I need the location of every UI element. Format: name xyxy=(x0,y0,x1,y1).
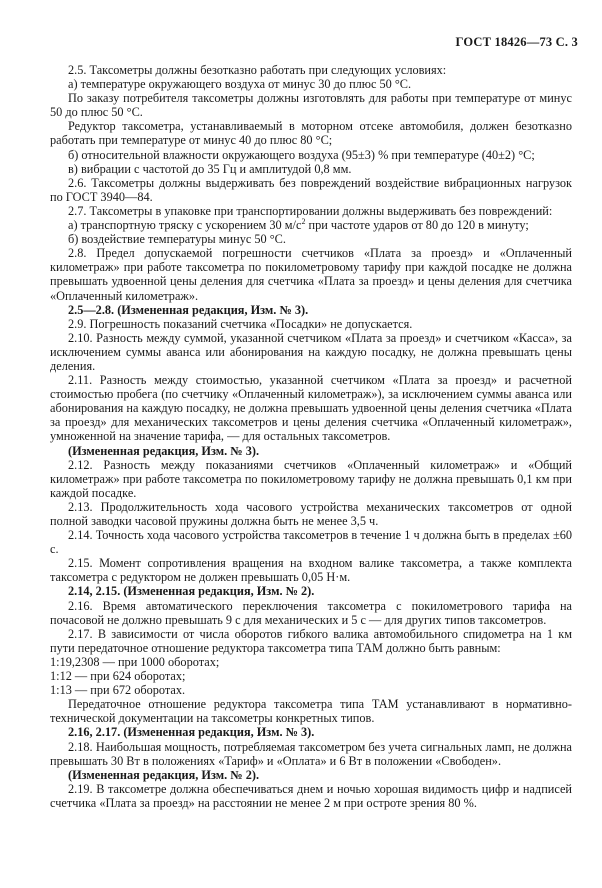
condition-v: в) вибрации с частотой до 35 Гц и амплитудой 0,8 мм. xyxy=(68,161,352,176)
condition-b: б) относительной влажности окружающего воздуха (95±3) % при температуре (40±2) °С; xyxy=(68,147,535,162)
transport-a-rest: при частоте ударов от 80 до 120 в минуту; xyxy=(305,218,529,233)
document-body xyxy=(50,63,572,810)
transport-a-text: а) транспортную тряску с ускорением 30 м/с xyxy=(68,218,302,233)
superscript: 2 xyxy=(301,216,306,226)
paragraph-2-9: 2.9. Погрешность показаний счетчика «Посадки» не допускается. xyxy=(68,316,413,331)
edition-note-2-5-2-8: 2.5—2.8. (Измененная редакция, Изм. № 3). xyxy=(68,302,309,317)
paragraph-2-5: 2.5. Таксометры должны безотказно работать при следующих условиях: xyxy=(68,63,447,77)
paragraph-2-8: 2.8. Предел допускаемой погрешности счетчиков «Плата за проезд» и «Оплаченный километраж» при работе таксометра по покилометровому тарифу при каждой посадке не должна превышать удвоенной цены деления для счетчика «Плата за проезд» и цены деления для счетчика «Оплаченный километраж». xyxy=(50,246,572,303)
paragraph-2-12: 2.12. Разность между показаниями счетчиков «Оплаченный километраж» и «Общий километраж» при работе таксометра по покилометровому тарифу не должна превышать 0,1 км при каждой посадке. xyxy=(50,457,572,500)
paragraph-2-16: 2.16. Время автоматического переключения таксометра с покилометрового тарифа на почасовой не должно превышать 9 с для механических и 5 с — для других типов таксометров. xyxy=(50,598,572,627)
edition-note-2-11: (Измененная редакция, Изм. № 3). xyxy=(68,443,260,458)
paragraph-order: По заказу потребителя таксометры должны изготовлять для работы при температуре от минус 50 до плюс 50 °С. xyxy=(50,91,572,120)
paragraph-2-17-note: Передаточное отношение редуктора таксометра типа ТАМ устанавливают в нормативно-технической документации на таксометры конкретных типов. xyxy=(50,697,572,726)
edition-note-2-14-2-15: 2.14, 2.15. (Измененная редакция, Изм. № 2). xyxy=(68,584,315,599)
paragraph-2-17: 2.17. В зависимости от числа оборотов гибкого валика автомобильного спидометра на 1 км пути передаточное отношение редуктора таксометра типа ТАМ должно быть равным: xyxy=(50,626,572,655)
paragraph-2-15: 2.15. Момент сопротивления вращения на входном валике таксометра, а также комплекта таксометра с редуктором не должен превышать 0,05 Н·м. xyxy=(50,556,572,585)
paragraph-2-7: 2.7. Таксометры в упаковке при транспортировании должны выдерживать без повреждений: xyxy=(68,203,553,218)
paragraph-2-10: 2.10. Разность между суммой, указанной счетчиком «Плата за проезд» и счетчиком «Касса», за исключением суммы аванса или абонирования на каждую посадку, не должна превышать цены деления. xyxy=(50,330,572,373)
edition-note-2-16-2-17: 2.16, 2.17. (Измененная редакция, Изм. № 3). xyxy=(68,725,315,740)
paragraph-2-13: 2.13. Продолжительность хода часового устройства механических таксометров от одной полной заводки часовой пружины должна быть не менее 3,5 ч. xyxy=(50,499,572,528)
paragraph-2-6: 2.6. Таксометры должны выдерживать без повреждений воздействие вибрационных нагрузок по ГОСТ 3940—84. xyxy=(50,175,572,204)
ratio-item: 1:13 — при 672 оборотах. xyxy=(50,683,186,698)
paragraph-2-18: 2.18. Наибольшая мощность, потребляемая таксометром без учета сигнальных ламп, не должна превышать 30 Вт в положениях «Тариф» и «Оплата» и 6 Вт в положении «Свободен». xyxy=(50,739,572,768)
paragraph-2-14: 2.14. Точность хода часового устройства таксометров в течение 1 ч должна быть в пределах ±60 с. xyxy=(50,528,572,557)
paragraph-reducer: Редуктор таксометра, устанавливаемый в моторном отсеке автомобиля, должен безотказно работать при температуре от минус 40 до плюс 80 °С; xyxy=(50,119,572,148)
condition-a: а) температуре окружающего воздуха от минус 30 до плюс 50 °С. xyxy=(68,77,412,92)
page-header: ГОСТ 18426—73 С. 3 xyxy=(455,35,578,49)
transport-b: б) воздействие температуры минус 50 °С. xyxy=(68,232,286,247)
paragraph-2-19: 2.19. В таксометре должна обеспечиваться днем и ночью хорошая видимость цифр и надписей счетчика «Плата за проезд» на расстоянии не менее 2 м при остроте зрения 80 %. xyxy=(50,781,572,810)
transport-a xyxy=(50,218,572,232)
ratio-item: 1:19,2308 — при 1000 оборотах; xyxy=(50,654,220,669)
edition-note-2-18: (Измененная редакция, Изм. № 2). xyxy=(68,767,260,782)
ratio-item: 1:12 — при 624 оборотах; xyxy=(50,669,186,684)
paragraph-2-11: 2.11. Разность между стоимостью, указанной счетчиком «Плата за проезд» и расчетной стоимостью пробега (по счетчику «Оплаченный километраж»), за исключением суммы аванса или абонирования на каждую посадку, не должна превышать удвоенной цены деления счетчика «Плата за проезд» для механических таксометров и цены деления счетчика «Оплаченный километраж», умноженной на значение тарифа, — для остальных таксометров. xyxy=(50,373,572,444)
